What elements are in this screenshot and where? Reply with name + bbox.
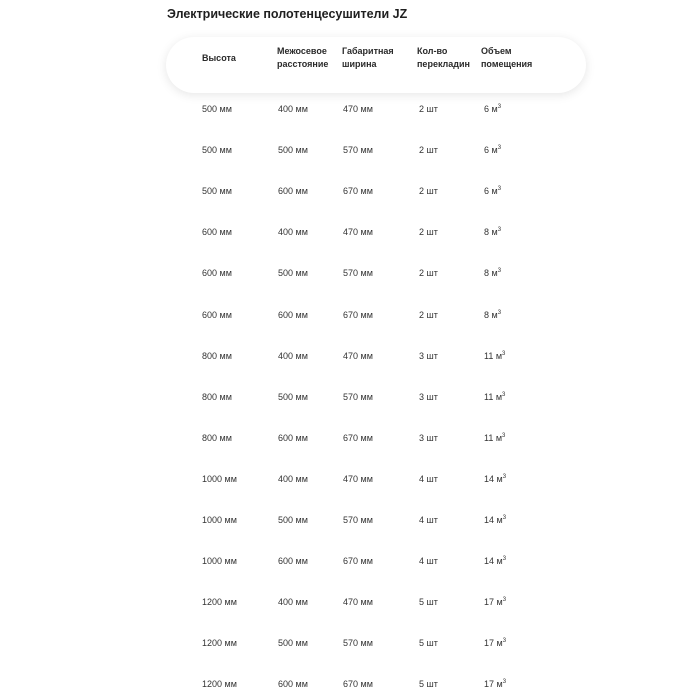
cell-volume-unit-power: 3 — [502, 515, 507, 521]
table-row — [0, 145, 700, 161]
cell-bars: 5 шт — [419, 679, 438, 690]
header-bars-line1: Кол-во — [417, 46, 448, 56]
cell-volume — [484, 597, 506, 607]
table-row — [0, 597, 700, 613]
cell-height: 1000 мм — [202, 556, 237, 567]
cell-volume — [484, 145, 501, 155]
cell-bars: 3 шт — [419, 391, 438, 402]
table-row — [0, 351, 700, 367]
header-volume — [481, 45, 532, 71]
cell-volume — [484, 556, 506, 566]
cell-width: 470 мм — [343, 350, 373, 361]
cell-volume — [484, 310, 501, 320]
cell-distance: 600 мм — [278, 556, 308, 567]
table-row — [0, 638, 700, 654]
header-distance — [277, 45, 328, 71]
cell-volume-value: 8 м — [484, 268, 498, 279]
table-row — [0, 474, 700, 490]
cell-height: 1200 мм — [202, 638, 237, 649]
cell-bars: 5 шт — [419, 597, 438, 608]
cell-height: 1000 мм — [202, 473, 237, 484]
header-volume-line1: Объем — [481, 46, 512, 56]
cell-volume-value: 14 м — [484, 556, 503, 567]
cell-width: 670 мм — [343, 679, 373, 690]
cell-volume — [484, 679, 506, 689]
cell-bars: 5 шт — [419, 638, 438, 649]
cell-volume — [484, 351, 505, 361]
header-width — [342, 45, 394, 71]
cell-width: 670 мм — [343, 309, 373, 320]
header-width-line2: ширина — [342, 59, 377, 69]
cell-height: 500 мм — [202, 104, 232, 114]
cell-width: 670 мм — [343, 556, 373, 567]
cell-distance: 600 мм — [278, 432, 308, 443]
cell-volume — [484, 186, 501, 196]
cell-volume-unit-power: 3 — [502, 391, 506, 398]
cell-width: 570 мм — [343, 638, 373, 649]
cell-volume — [484, 515, 506, 525]
cell-bars: 2 шт — [419, 186, 438, 197]
cell-volume-unit-power: 3 — [502, 597, 507, 604]
table-row — [0, 556, 700, 572]
header-volume-line2: помещения — [481, 59, 533, 69]
header-height — [202, 52, 236, 65]
table-row — [0, 310, 700, 326]
header-bars-line2: перекладин — [417, 59, 470, 69]
cell-height: 1200 мм — [202, 679, 237, 690]
cell-volume-unit-power: 3 — [497, 268, 502, 275]
table-row — [0, 515, 700, 531]
cell-volume — [484, 104, 501, 114]
cell-bars: 2 шт — [419, 145, 438, 156]
cell-distance: 500 мм — [278, 145, 308, 156]
page-title: Электрические полотенцесушители JZ — [167, 7, 408, 21]
cell-height: 1000 мм — [202, 515, 237, 525]
cell-width: 570 мм — [343, 515, 373, 525]
cell-bars: 3 шт — [419, 432, 438, 443]
header-distance-line1: Межосевое — [277, 46, 327, 56]
cell-volume-value: 11 м — [484, 432, 503, 443]
cell-bars: 2 шт — [419, 104, 438, 114]
cell-volume-value: 14 м — [484, 515, 503, 525]
cell-height: 800 мм — [202, 391, 232, 402]
cell-volume — [484, 392, 505, 402]
cell-volume-unit-power: 3 — [497, 186, 502, 193]
cell-distance: 500 мм — [278, 268, 308, 279]
header-distance-line2: расстояние — [277, 59, 329, 69]
cell-distance: 400 мм — [278, 473, 308, 484]
cell-volume-unit-power: 3 — [502, 473, 507, 480]
header-bars — [417, 45, 470, 71]
cell-volume-unit-power: 3 — [497, 309, 502, 316]
cell-volume-value: 8 м — [484, 309, 498, 320]
header-width-line1: Габаритная — [342, 46, 394, 56]
cell-height: 500 мм — [202, 186, 232, 197]
cell-volume-value: 11 м — [484, 391, 503, 402]
cell-distance: 500 мм — [278, 638, 308, 649]
cell-bars: 2 шт — [419, 227, 438, 238]
cell-distance: 400 мм — [278, 227, 308, 238]
cell-volume-unit-power: 3 — [497, 227, 502, 234]
cell-distance: 400 мм — [278, 350, 308, 361]
cell-height: 600 мм — [202, 268, 232, 279]
cell-volume-unit-power: 3 — [502, 432, 506, 439]
cell-volume-value: 6 м — [484, 145, 498, 156]
table-row — [0, 104, 700, 120]
cell-bars: 4 шт — [419, 515, 438, 525]
cell-volume-value: 17 м — [484, 638, 503, 649]
header-height-label: Высота — [202, 53, 236, 63]
cell-distance: 400 мм — [278, 597, 308, 608]
cell-width: 670 мм — [343, 432, 373, 443]
cell-distance: 500 мм — [278, 515, 308, 525]
cell-height: 800 мм — [202, 432, 232, 443]
cell-bars: 4 шт — [419, 556, 438, 567]
table-row — [0, 227, 700, 243]
cell-volume-value: 6 м — [484, 186, 498, 197]
cell-volume-unit-power: 3 — [502, 638, 507, 645]
cell-height: 500 мм — [202, 145, 232, 156]
cell-bars: 2 шт — [419, 268, 438, 279]
cell-distance: 600 мм — [278, 186, 308, 197]
table-row — [0, 679, 700, 695]
table-row — [0, 186, 700, 202]
cell-height: 800 мм — [202, 350, 232, 361]
cell-width: 470 мм — [343, 597, 373, 608]
cell-width: 570 мм — [343, 268, 373, 279]
cell-distance: 400 мм — [278, 104, 308, 114]
cell-volume — [484, 268, 501, 278]
cell-height: 1200 мм — [202, 597, 237, 608]
cell-width: 470 мм — [343, 104, 373, 114]
cell-volume-value: 8 м — [484, 227, 498, 238]
cell-volume-value: 14 м — [484, 473, 503, 484]
cell-volume — [484, 638, 506, 648]
table-row — [0, 268, 700, 284]
cell-volume-value: 6 м — [484, 104, 498, 114]
cell-volume-unit-power: 3 — [502, 350, 506, 357]
cell-width: 570 мм — [343, 391, 373, 402]
cell-bars: 4 шт — [419, 473, 438, 484]
cell-width: 470 мм — [343, 227, 373, 238]
cell-volume-value: 11 м — [484, 350, 503, 361]
cell-height: 600 мм — [202, 227, 232, 238]
cell-width: 470 мм — [343, 473, 373, 484]
cell-height: 600 мм — [202, 309, 232, 320]
cell-volume — [484, 474, 506, 484]
cell-volume-unit-power: 3 — [497, 145, 502, 152]
cell-bars: 3 шт — [419, 350, 438, 361]
cell-volume — [484, 227, 501, 237]
cell-volume-unit-power: 3 — [497, 104, 502, 110]
cell-bars: 2 шт — [419, 309, 438, 320]
cell-volume-value: 17 м — [484, 679, 503, 690]
cell-volume — [484, 433, 505, 443]
cell-distance: 600 мм — [278, 679, 308, 690]
cell-width: 670 мм — [343, 186, 373, 197]
cell-volume-unit-power: 3 — [502, 679, 507, 686]
table-row — [0, 392, 700, 408]
cell-distance: 600 мм — [278, 309, 308, 320]
cell-distance: 500 мм — [278, 391, 308, 402]
cell-volume-unit-power: 3 — [502, 556, 507, 563]
table-row — [0, 433, 700, 449]
cell-volume-value: 17 м — [484, 597, 503, 608]
cell-width: 570 мм — [343, 145, 373, 156]
